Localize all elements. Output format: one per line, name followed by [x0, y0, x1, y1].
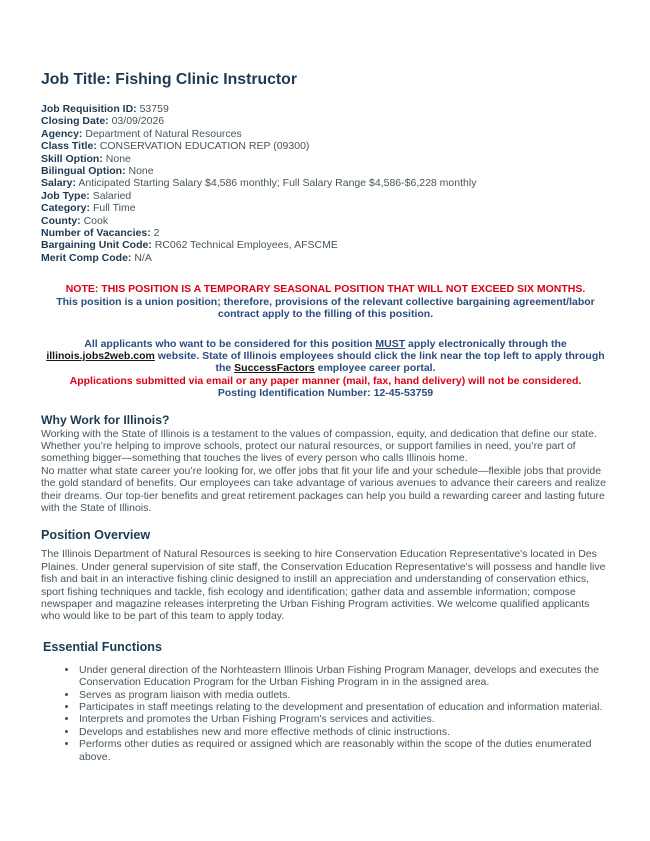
must-emphasis: MUST — [375, 337, 406, 350]
jobs2web-link[interactable]: illinois.jobs2web.com — [46, 349, 155, 362]
field-value: 53759 — [139, 103, 169, 115]
field-label: Agency: — [41, 127, 83, 140]
field-label: Salary: — [41, 177, 77, 190]
list-item: • Under general direction of the Norhteastern Illinois Urban Fishing Program Manager, develops and executes the Conservation Education Program for the Urban Fishing Program in in the assigned area. — [78, 664, 610, 689]
field-value: Salaried — [92, 189, 132, 202]
field-row — [41, 239, 610, 251]
field-value: None — [128, 165, 154, 178]
field-label: Bargaining Unit Code: — [41, 239, 152, 252]
field-value: Anticipated Starting Salary $4,586 monthly; Full Salary Range $4,586-$6,228 monthly — [78, 177, 477, 190]
field-label: Number of Vacancies: — [41, 227, 151, 240]
successfactors-link[interactable]: SuccessFactors — [234, 362, 315, 375]
field-label: County: — [41, 214, 81, 227]
field-value: 03/09/2026 — [111, 115, 165, 128]
posting-id: Posting Identification Number: 12-45-53759 — [217, 387, 434, 400]
section-heading-why-work: Why Work for Illinois? — [41, 412, 170, 427]
list-item: • Participates in staff meetings relating to the development and presentation of education and information material. — [78, 701, 610, 713]
field-label: Bilingual Option: — [41, 165, 126, 178]
apply-text-segment: apply electronically through the — [405, 337, 567, 350]
field-row — [41, 128, 610, 140]
list-item: • Performs other duties as required or assigned which are reasonably within the scope of the duties enumerated above. — [78, 738, 610, 763]
notice-block — [41, 283, 610, 320]
why-work-paragraph-2: No matter what state career you’re looking for, we offer jobs that fit your life and your schedule—flexible jobs that provide the gold standard of benefits. Our employees can take advantage of various avenues to advance their careers and realize their dreams. Our top-tier benefits and great retirement packages can help you build a rewarding career and lasting future with the State of Illinois. — [41, 464, 607, 514]
field-row — [41, 190, 610, 202]
why-work-paragraph-1: Working with the State of Illinois is a testament to the values of compassion, equity, and dedication that define our state. Whether you’re helping to improve schools, protect our natural resources, or support families in need, you’re part of something bigger—something that touches the lives of every person who calls Illinois home. — [41, 427, 597, 465]
field-label: Closing Date: — [41, 115, 109, 128]
list-item: • Develops and establishes new and more effective methods of clinic instructions. — [78, 726, 610, 738]
field-value: CONSERVATION EDUCATION REP (09300) — [99, 140, 310, 153]
section-heading-position-overview: Position Overview — [41, 528, 151, 543]
apply-instructions-block — [41, 338, 610, 400]
field-row — [41, 115, 610, 127]
field-row — [41, 177, 610, 189]
field-row — [41, 165, 610, 177]
list-item: • Interprets and promotes the Urban Fishing Program's services and activities. — [78, 713, 610, 725]
field-row — [41, 153, 610, 165]
field-value: Full Time — [92, 202, 136, 215]
apply-instructions — [41, 338, 610, 375]
field-row — [41, 202, 610, 214]
page-title: Job Title: Fishing Clinic Instructor — [41, 71, 297, 88]
field-value: Department of Natural Resources — [85, 127, 242, 140]
list-item: • Serves as program liaison with media outlets. — [78, 689, 610, 701]
field-row — [41, 215, 610, 227]
field-label: Job Requisition ID: — [41, 103, 137, 115]
job-summary-fields — [41, 103, 610, 264]
apply-text-segment: All applicants who want to be considered for this position — [84, 337, 376, 350]
field-label: Merit Comp Code: — [41, 251, 132, 264]
seasonal-note: NOTE: THIS POSITION IS A TEMPORARY SEASONAL POSITION THAT WILL NOT EXCEED SIX MONTHS. — [65, 283, 586, 296]
field-label: Job Type: — [41, 189, 90, 202]
paper-warning: Applications submitted via email or any paper manner (mail, fax, hand delivery) will not be considered. — [69, 374, 582, 387]
field-value: None — [105, 152, 131, 165]
essential-functions-list — [41, 664, 610, 763]
field-label: Category: — [41, 202, 91, 215]
apply-text-segment: employee career portal. — [314, 362, 436, 375]
field-label: Skill Option: — [41, 152, 103, 165]
field-row — [41, 252, 610, 264]
field-row — [41, 227, 610, 239]
position-overview-paragraph: The Illinois Department of Natural Resources is seeking to hire Conservation Education Representative's located in Des Plaines. Under general supervision of site staff, the Conservation Education Representative's will possess and handle live fish and bait in an interactive fishing clinic designed to instill an appreciation and understanding of conservation ethics, sport fishing techniques and tackle, fish ecology and identification; gather data and assemble information; compose newspaper and magazine releases interpreting the Urban Fishing Program activities. We welcome qualified applicants who would like to be part of this team to apply today. — [41, 548, 606, 623]
field-row — [41, 103, 610, 115]
field-row — [41, 140, 610, 152]
field-value: 2 — [153, 227, 160, 240]
apply-text-segment: website. State of Illinois employees should click the link near the top left to apply through the — [154, 349, 605, 375]
field-value: Cook — [83, 214, 109, 227]
field-label: Class Title: — [41, 140, 97, 153]
union-note: This position is a union position; therefore, provisions of the relevant collective bargaining agreement/labor contract apply to the filling of this position. — [56, 295, 595, 321]
field-value: N/A — [134, 251, 152, 264]
field-value: RC062 Technical Employees, AFSCME — [154, 239, 338, 252]
section-heading-essential-functions: Essential Functions — [43, 639, 162, 654]
